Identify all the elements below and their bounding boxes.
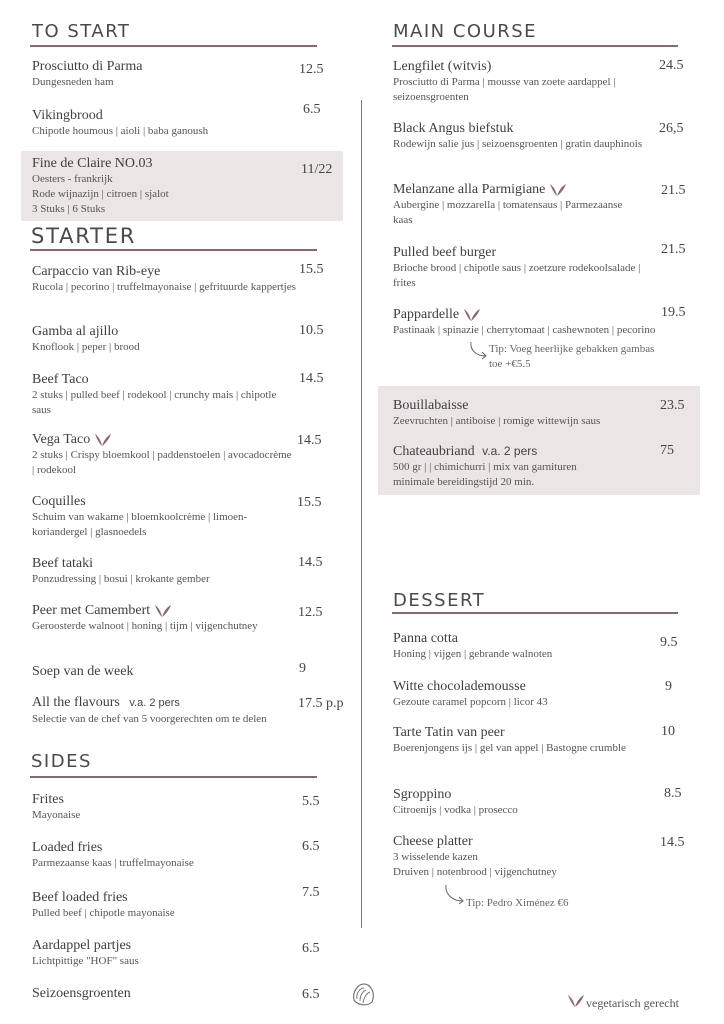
- item-name: Soep van de week: [32, 664, 134, 679]
- item-name: Coquilles: [32, 494, 86, 509]
- item-desc: 3 wisselende kazen: [393, 851, 478, 863]
- item-price: 17.5 p.p: [298, 696, 344, 711]
- item-desc: 500 gr | | chimichurri | mix van garnituren: [393, 461, 577, 473]
- menu-item-fine-de-claire: [32, 155, 297, 217]
- item-note: v.a. 2 pers: [129, 697, 180, 709]
- leaf-icon: [462, 308, 482, 322]
- menu-item-soep: [32, 663, 292, 680]
- menu-item-coquilles: [32, 493, 294, 540]
- item-name: Panna cotta: [393, 631, 458, 646]
- menu-item-peer-camembert: [32, 602, 292, 634]
- menu-item-sgroppino: [393, 786, 643, 818]
- item-desc: Parmezaanse kaas | truffelmayonaise: [32, 857, 194, 869]
- menu-item-witte-chocolademousse: [393, 678, 643, 710]
- item-price: 26,5: [659, 121, 684, 136]
- menu-item-vega-taco: [32, 431, 292, 478]
- item-price: 14.5: [299, 371, 324, 386]
- item-name: Beef loaded fries: [32, 890, 128, 905]
- menu-item-carpaccio: [32, 263, 302, 295]
- item-price: 21.5: [661, 183, 686, 198]
- section-rule: [392, 45, 678, 47]
- item-price: 9: [299, 661, 306, 676]
- item-price: 24.5: [659, 58, 684, 73]
- item-desc: Knoflook | peper | brood: [32, 341, 140, 353]
- menu-item-lengfilet: [393, 58, 663, 105]
- section-rule: [30, 776, 317, 778]
- menu-item-panna-cotta: [393, 630, 643, 662]
- item-price: 19.5: [661, 305, 686, 320]
- item-desc: Druiven | notenbrood | vijgenchutney: [393, 866, 557, 878]
- menu-item-loaded-fries: [32, 839, 292, 871]
- shell-logo-icon: [350, 980, 378, 1008]
- menu-item-chateaubriand: [393, 443, 663, 490]
- item-desc: minimale bereidingstijd 20 min.: [393, 476, 535, 488]
- column-divider: [361, 100, 362, 928]
- menu-item-beef-tataki: [32, 555, 292, 587]
- item-price: 15.5: [299, 262, 324, 277]
- leaf-icon: [566, 994, 586, 1008]
- section-title-sides: SIDES: [31, 751, 92, 772]
- item-desc: Rodewijn salie jus | seizoensgroenten | gratin dauphinois: [393, 138, 643, 150]
- item-price: 8.5: [664, 786, 682, 801]
- item-name: Frites: [32, 792, 64, 807]
- section-rule: [30, 45, 317, 47]
- item-name: Beef tataki: [32, 556, 94, 571]
- item-price: 14.5: [298, 555, 323, 570]
- section-rule: [392, 612, 678, 614]
- item-desc: Brioche brood | chipotle saus | zoetzure rodekoolsalade | frites: [393, 262, 641, 289]
- item-desc: Selectie van de chef van 5 voorgerechten om te delen: [32, 713, 267, 725]
- item-price: 12.5: [299, 62, 324, 77]
- item-desc: Prosciutto di Parma | mousse van zoete aardappel | seizoensgroenten: [393, 76, 616, 103]
- tip-text: Tip: Voeg heerlijke gebakken gambas toe +€5.5: [489, 343, 655, 370]
- item-price: 6.5: [303, 102, 321, 117]
- item-price: 11/22: [301, 162, 333, 177]
- item-desc: Boerenjongens ijs | gel van appel | Bastogne crumble: [393, 742, 626, 754]
- item-desc: Chipotle houmous | aioli | baba ganoush: [32, 125, 209, 137]
- menu-item-aardappel: [32, 937, 292, 969]
- leaf-icon: [548, 183, 568, 197]
- item-name: Pulled beef burger: [393, 245, 497, 260]
- item-name: All the flavours: [32, 695, 120, 710]
- section-title-main-course: MAIN COURSE: [393, 21, 538, 42]
- item-name: Melanzane alla Parmigiane: [393, 182, 546, 197]
- item-desc: Schuim van wakame | bloemkoolcrème | limoen-koriandergel | glasnoedels: [32, 511, 248, 538]
- item-desc: Ponzudressing | bosui | krokante gember: [32, 573, 210, 585]
- item-name: Beef Taco: [32, 372, 89, 387]
- item-name: Pappardelle: [393, 307, 460, 322]
- menu-item-vikingbrood: [32, 107, 292, 139]
- item-price: 6.5: [302, 987, 320, 1002]
- item-desc: 2 stuks | pulled beef | rodekool | crunchy mais | chipotle saus: [32, 389, 277, 416]
- item-desc: Geroosterde walnoot | honing | tijm | vijgenchutney: [32, 620, 258, 632]
- item-price: 5.5: [302, 794, 320, 809]
- item-name: Loaded fries: [32, 840, 103, 855]
- section-title-starter: STARTER: [31, 224, 137, 248]
- item-name: Cheese platter: [393, 834, 473, 849]
- item-price: 9.5: [660, 635, 678, 650]
- leaf-icon: [93, 433, 113, 447]
- item-desc: Dungesneden ham: [32, 76, 114, 88]
- item-desc: Gezoute caramel popcorn | licor 43: [393, 696, 548, 708]
- item-name: Bouillabaisse: [393, 398, 469, 413]
- item-name: Vikingbrood: [32, 108, 103, 123]
- item-price: 6.5: [302, 839, 320, 854]
- menu-item-beef-taco: [32, 371, 292, 418]
- menu-item-beef-loaded-fries: [32, 889, 292, 921]
- item-name: Vega Taco: [32, 432, 91, 447]
- tip-text: Tip: Pedro Ximénez €6: [466, 897, 569, 909]
- menu-item-melanzane: [393, 181, 643, 228]
- menu-item-gamba: [32, 323, 292, 355]
- item-desc: Pastinaak | spinazie | cherrytomaat | cashewnoten | pecorino: [393, 324, 656, 336]
- item-desc: 2 stuks | Crispy bloemkool | paddenstoelen | avocadocrème | rodekool: [32, 449, 292, 476]
- vegetarian-legend: vegetarisch gerecht: [586, 996, 679, 1010]
- item-price: 23.5: [660, 398, 685, 413]
- item-note: v.a. 2 pers: [482, 444, 538, 458]
- curved-arrow-icon: [468, 340, 490, 362]
- item-name: Gamba al ajillo: [32, 324, 119, 339]
- item-name: Seizoensgroenten: [32, 986, 131, 1001]
- item-name: Black Angus biefstuk: [393, 121, 514, 136]
- menu-item-cheese-platter: [393, 833, 643, 880]
- leaf-icon: [153, 604, 173, 618]
- item-name: Tarte Tatin van peer: [393, 725, 505, 740]
- item-price: 75: [660, 443, 674, 458]
- item-name: Peer met Camembert: [32, 603, 151, 618]
- item-desc: 3 Stuks | 6 Stuks: [32, 203, 106, 215]
- item-price: 9: [665, 679, 672, 694]
- item-name: Aardappel partjes: [32, 938, 132, 953]
- menu-item-frites: [32, 791, 292, 823]
- item-price: 10.5: [299, 323, 324, 338]
- item-desc: Rucola | pecorino | truffelmayonaise | gefrituurde kappertjes: [32, 281, 296, 293]
- menu-item-seizoensgroenten: [32, 985, 292, 1002]
- item-name: Prosciutto di Parma: [32, 59, 143, 74]
- item-price: 7.5: [302, 885, 320, 900]
- menu-item-black-angus: [393, 120, 643, 152]
- item-name: Lengfilet (witvis): [393, 59, 492, 74]
- item-desc: Pulled beef | chipotle mayonaise: [32, 907, 175, 919]
- menu-item-pappardelle: [393, 306, 665, 338]
- curved-arrow-icon: [443, 883, 467, 907]
- item-price: 12.5: [298, 605, 323, 620]
- item-price: 10: [661, 724, 675, 739]
- item-desc: Lichtpittige "HOF" saus: [32, 955, 139, 967]
- item-name: Fine de Claire NO.03: [32, 156, 153, 171]
- item-price: 15.5: [297, 495, 322, 510]
- item-desc: Mayonaise: [32, 809, 81, 821]
- item-price: 21.5: [661, 242, 686, 257]
- item-desc: Aubergine | mozzarella | tomatensaus | Parmezaanse kaas: [393, 199, 623, 226]
- menu-item-pulled-beef-burger: [393, 244, 643, 291]
- item-name: Witte chocolademousse: [393, 679, 526, 694]
- item-name: Carpaccio van Rib-eye: [32, 264, 161, 279]
- item-desc: Honing | vijgen | gebrande walnoten: [393, 648, 553, 660]
- menu-item-tarte-tatin: [393, 724, 643, 756]
- section-title-to-start: TO START: [32, 21, 131, 42]
- section-rule: [30, 249, 317, 251]
- menu-item-bouillabaisse: [393, 397, 663, 429]
- item-price: 6.5: [302, 941, 320, 956]
- item-price: 14.5: [297, 433, 322, 448]
- item-desc: Rode wijnazijn | citroen | sjalot: [32, 188, 169, 200]
- item-name: Chateaubriand: [393, 444, 475, 459]
- menu-item-all-the-flavours: [32, 694, 294, 727]
- menu-item-prosciutto: [32, 58, 292, 90]
- item-price: 14.5: [660, 835, 685, 850]
- item-desc: Zeevruchten | antiboise | romige wittewijn saus: [393, 415, 601, 427]
- item-desc: Citroenijs | vodka | prosecco: [393, 804, 518, 816]
- item-name: Sgroppino: [393, 787, 452, 802]
- section-title-dessert: DESSERT: [393, 590, 486, 611]
- item-desc: Oesters - frankrijk: [32, 173, 113, 185]
